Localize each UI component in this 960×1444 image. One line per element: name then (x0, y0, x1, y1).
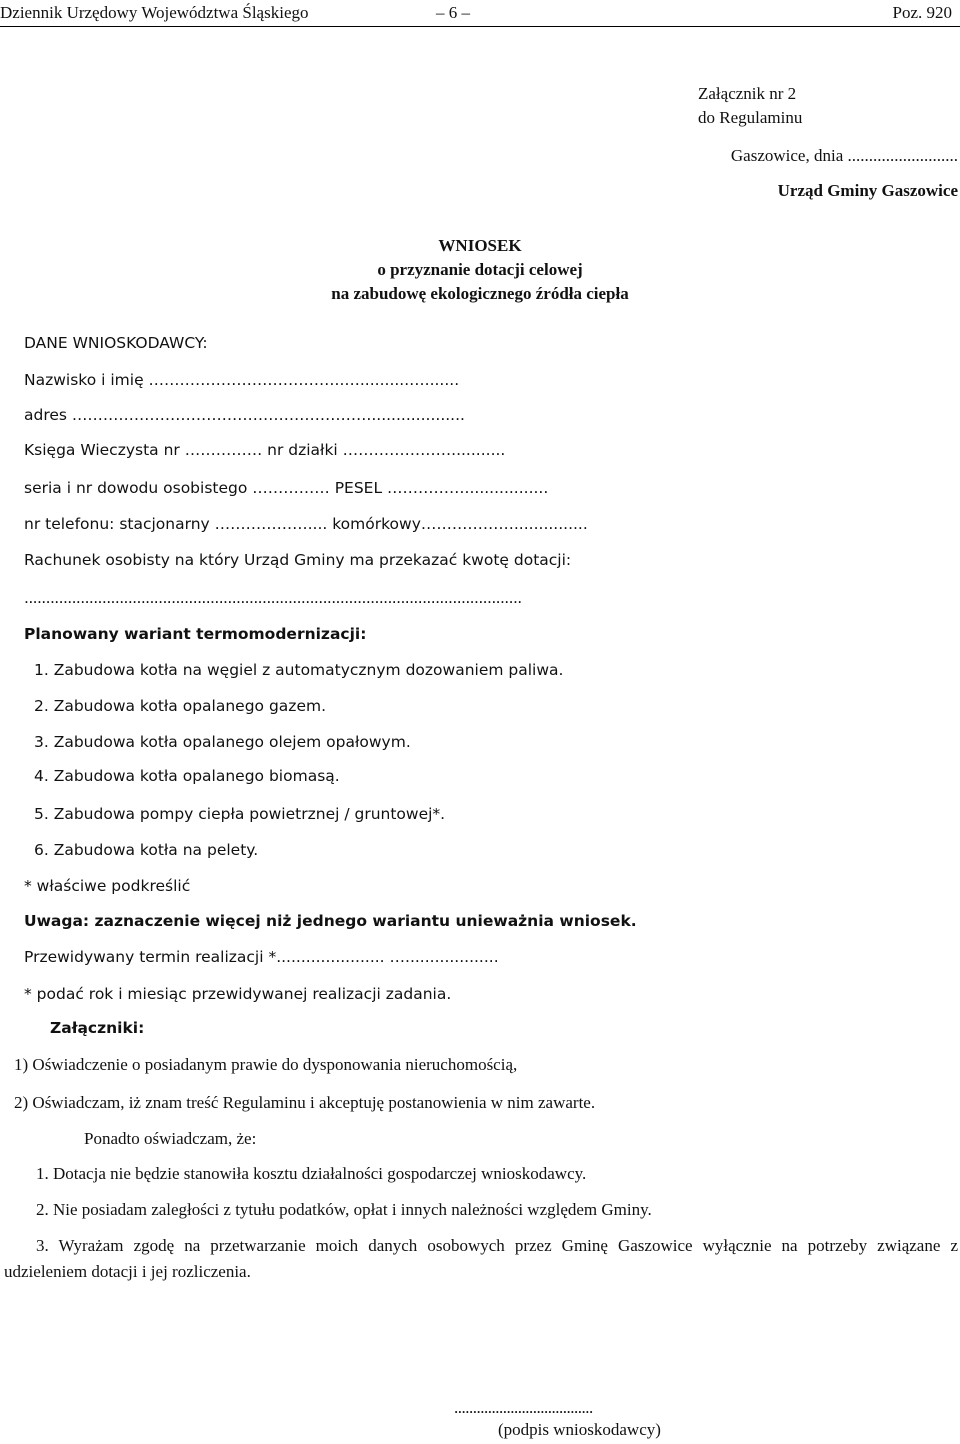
attachment-item-2: 2) Oświadczam, iż znam treść Regulaminu i akceptuję postanowienia w nim zawarte. (14, 1093, 596, 1112)
variant-3: 3. Zabudowa kotła opalanego olejem opałowym. (34, 733, 411, 751)
page-number: – 6 – (436, 3, 470, 22)
field-id-card: seria i nr dowodu osobistego …………… PESEL ……………................. (24, 479, 549, 497)
realization-note: * podać rok i miesiąc przewidywanej realizacji zadania. (24, 985, 452, 1003)
variant-5: 5. Zabudowa pompy ciepła powietrznej / gruntowej*. (34, 805, 446, 823)
document-title (160, 234, 800, 306)
variant-2: 2. Zabudowa kotła opalanego gazem. (34, 697, 327, 715)
attachment-item-1: 1) Oświadczenie o posiadanym prawie do dysponowania nieruchomością, (14, 1055, 518, 1074)
field-land-register: Księga Wieczysta nr …………… nr działki …………………........... (24, 441, 506, 459)
attachment-regulation: do Regulaminu (698, 108, 803, 127)
variants-heading: Planowany wariant termomodernizacji: (24, 625, 367, 643)
header-divider (0, 26, 960, 27)
title-line-3: na zabudowę ekologicznego źródła ciepła (331, 284, 629, 303)
title-line-1: WNIOSEK (438, 236, 522, 255)
signature-line: ..................................... (454, 1398, 593, 1417)
variant-6: 6. Zabudowa kotła na pelety. (34, 841, 259, 859)
variants-footnote: * właściwe podkreślić (24, 877, 191, 895)
declarations-intro: Ponadto oświadczam, że: (84, 1129, 257, 1148)
variant-4: 4. Zabudowa kotła opalanego biomasą. (34, 767, 340, 785)
variants-warning: Uwaga: zaznaczenie więcej niż jednego wariantu unieważnia wniosek. (24, 912, 637, 930)
declaration-1: 1. Dotacja nie będzie stanowiła kosztu działalności gospodarczej wnioskodawcy. (36, 1164, 587, 1183)
field-account-label: Rachunek osobisty na który Urząd Gminy ma przekazać kwotę dotacji: (24, 551, 572, 569)
field-phone: nr telefonu: stacjonarny ……………….... komórkowy………………............... (24, 515, 588, 533)
realization-term: Przewidywany termin realizacji *...................... …................... (24, 948, 499, 966)
declaration-3: 3. Wyrażam zgodę na przetwarzanie moich danych osobowych przez Gminę Gaszowice wyłącznie na potrzeby związane z udzieleniem dotacji i jej rozliczenia. (4, 1236, 958, 1281)
attachment-number: Załącznik nr 2 (698, 84, 797, 103)
place-date: Gaszowice, dnia .......................... (730, 146, 958, 165)
variant-1: 1. Zabudowa kotła na węgiel z automatycznym dozowaniem paliwa. (34, 661, 564, 679)
publication-title: Dziennik Urzędowy Województwa Śląskiego (0, 3, 309, 22)
field-address: adres ………………………………………………….................... (24, 406, 465, 424)
title-line-2: o przyznanie dotacji celowej (377, 260, 583, 279)
signature-label: (podpis wnioskodawcy) (498, 1420, 661, 1439)
position-number: Poz. 920 (892, 3, 952, 22)
field-account-value: ................................................................................................................... (24, 589, 522, 607)
recipient: Urząd Gminy Gaszowice (777, 181, 958, 200)
applicant-heading: DANE WNIOSKODAWCY: (24, 334, 208, 352)
field-name: Nazwisko i imię ………………………………..…..........…....... (24, 371, 460, 389)
attachments-heading: Załączniki: (50, 1019, 145, 1037)
declaration-2: 2. Nie posiadam zaległości z tytułu podatków, opłat i innych należności względem Gminy. (36, 1200, 652, 1219)
